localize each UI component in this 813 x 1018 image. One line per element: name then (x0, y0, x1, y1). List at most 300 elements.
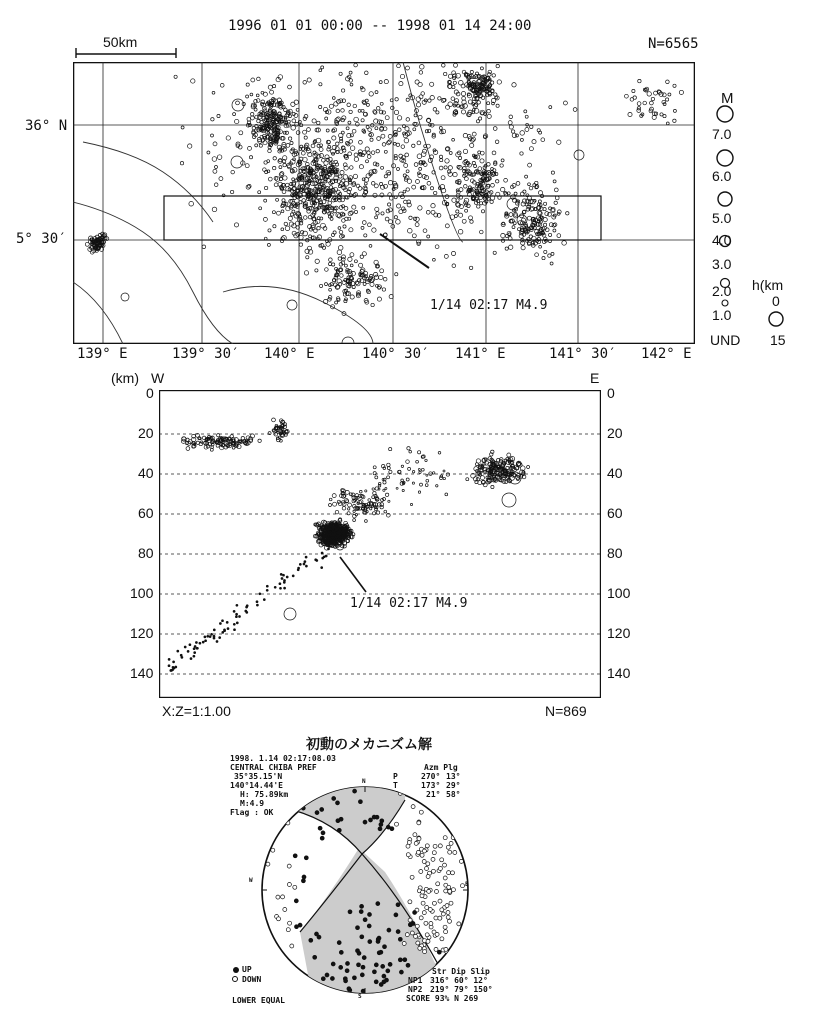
polarity-marker (443, 925, 447, 929)
hypocenter-marker (213, 637, 215, 639)
hypocenter-marker (204, 636, 206, 638)
polarity-marker (372, 970, 376, 974)
polarity-marker (438, 867, 442, 871)
mech-axis-p-plg: 13° (446, 772, 461, 781)
polarity-marker (346, 962, 350, 966)
hypocenter-marker (239, 616, 241, 618)
xs-ratio: X:Z=1:1.00 (162, 703, 231, 719)
mech-planes-header: Str Dip Slip (432, 967, 490, 976)
polarity-marker (368, 940, 372, 944)
polarity-marker (286, 928, 290, 932)
polarity-marker (358, 800, 362, 804)
hypocenter-marker (236, 622, 238, 624)
mag-label-1: 1.0 (712, 307, 732, 323)
polarity-marker (427, 889, 431, 893)
polarity-marker (410, 931, 414, 935)
polarity-marker (457, 922, 461, 926)
polarity-marker (318, 826, 322, 830)
hypocenter-marker (224, 629, 226, 631)
polarity-marker (281, 895, 285, 899)
mech-axes-header: Azm Plg (424, 763, 458, 772)
polarity-marker (348, 910, 352, 914)
polarity-marker (313, 955, 317, 959)
polarity-marker (435, 932, 439, 936)
hypocenter-marker (283, 574, 285, 576)
polarity-marker (339, 950, 343, 954)
polarity-marker (357, 951, 361, 955)
hypocenter-marker (187, 650, 189, 652)
depth-tick-left-20: 20 (138, 425, 154, 441)
polarity-marker (422, 849, 426, 853)
polarity-marker (398, 937, 402, 941)
polarity-marker (406, 963, 410, 967)
hypocenter-marker (199, 642, 201, 644)
polarity-marker (375, 815, 379, 819)
polarity-marker (356, 926, 360, 930)
depth-tick-right-0: 0 (607, 385, 615, 401)
mech-axis-t-name: T (393, 781, 398, 790)
depth-tick-left-120: 120 (130, 625, 154, 641)
polarity-marker (461, 884, 465, 888)
depth-tick-right-100: 100 (607, 585, 631, 601)
event-count: N=6565 (648, 36, 699, 52)
polarity-marker (425, 867, 429, 871)
polarity-marker (360, 973, 364, 977)
hypocenter-marker (184, 646, 186, 648)
mag-label-4: 4.0 (712, 232, 732, 248)
hypocenter-marker (328, 548, 330, 550)
polarity-marker (360, 904, 364, 908)
polarity-marker (315, 811, 319, 815)
polarity-marker (360, 935, 364, 939)
polarity-marker (448, 889, 452, 893)
hypocenter-marker (195, 642, 197, 644)
mech-axis-p-azm: 270° (421, 772, 441, 781)
polarity-marker (347, 987, 351, 991)
hypocenter-marker (235, 616, 237, 618)
hypocenter-marker (256, 604, 258, 606)
hypocenter-marker (209, 636, 211, 638)
polarity-marker (302, 875, 306, 879)
polarity-marker (374, 963, 378, 967)
hypocenter-marker (202, 641, 204, 643)
polarity-marker (447, 885, 451, 889)
polarity-marker (406, 853, 410, 857)
polarity-marker (298, 923, 302, 927)
polarity-marker (421, 901, 425, 905)
polarity-marker (431, 857, 435, 861)
polarity-marker (309, 938, 313, 942)
polarity-marker (339, 965, 343, 969)
polarity-marker (277, 917, 281, 921)
lon-label-139e: 139° E (77, 346, 128, 362)
hypocenter-marker (222, 620, 224, 622)
polarity-marker (416, 850, 420, 854)
hypocenter-marker (304, 561, 306, 563)
xs-count: N=869 (545, 703, 587, 719)
mech-axis-t-plg: 29° (446, 781, 461, 790)
polarity-marker (271, 848, 275, 852)
polarity-marker (440, 858, 444, 862)
hypocenter-marker (213, 629, 215, 631)
polarity-marker (402, 942, 406, 946)
polarity-marker (426, 862, 430, 866)
polarity-marker (408, 918, 412, 922)
lon-label-142e: 142° E (641, 346, 692, 362)
polarity-marker (414, 841, 418, 845)
polarity-marker (396, 903, 400, 907)
polarity-marker (337, 828, 341, 832)
scale-bar-label: 50km (103, 34, 138, 50)
hypocenter-marker (321, 567, 323, 569)
lon-label-140e: 140° E (264, 346, 315, 362)
mech-axis-n-azm: 21° (426, 790, 441, 799)
polarity-marker (336, 801, 340, 805)
polarity-marker (422, 911, 426, 915)
polarity-marker (449, 901, 453, 905)
polarity-marker (394, 913, 398, 917)
polarity-marker (419, 870, 423, 874)
polarity-marker (413, 911, 417, 915)
polarity-marker (353, 789, 357, 793)
hypocenter-marker (256, 601, 258, 603)
polarity-marker (422, 860, 426, 864)
mech-axis-p-name: P (393, 772, 398, 781)
polarity-marker (382, 974, 386, 978)
lon-label-141e: 141° E (455, 346, 506, 362)
polarity-marker (421, 890, 425, 894)
polarity-marker (361, 965, 365, 969)
mech-np2-values: 219° 79° 150° (430, 985, 493, 994)
depth-tick-left-40: 40 (138, 465, 154, 481)
polarity-marker (424, 921, 428, 925)
compass-w: W (249, 877, 253, 884)
hypocenter-marker (236, 613, 238, 615)
polarity-marker (266, 862, 270, 866)
polarity-marker (438, 844, 442, 848)
polarity-marker (433, 844, 437, 848)
hypocenter-marker (325, 555, 327, 557)
mag-label-und: UND (710, 332, 741, 348)
polarity-marker (420, 853, 424, 857)
polarity-marker (440, 908, 444, 912)
polarity-marker (436, 882, 440, 886)
polarity-marker (410, 875, 414, 879)
lon-label-141-30: 141° 30′ (549, 346, 617, 362)
hypocenter-marker (207, 635, 209, 637)
polarity-marker (359, 910, 363, 914)
mech-line-date: 1998. 1.14 02:17:08.03 (230, 754, 336, 763)
mech-line-lat: 35°35.15'N (234, 772, 283, 781)
polarity-marker (431, 869, 435, 873)
polarity-marker (374, 980, 378, 984)
polarity-marker (386, 825, 390, 829)
hypocenter-marker (233, 610, 235, 612)
hypocenter-marker (168, 665, 170, 667)
polarity-marker (419, 916, 423, 920)
down-legend-marker (232, 976, 238, 982)
hypocenter-marker (245, 610, 247, 612)
hypocenter-marker (266, 585, 268, 587)
mech-line-depth: H: 75.89km (240, 790, 289, 799)
mag-label-5: 5.0 (712, 210, 732, 226)
polarity-marker (413, 833, 417, 837)
up-legend-marker (233, 967, 239, 973)
polarity-marker (363, 820, 367, 824)
polarity-marker (432, 901, 436, 905)
polarity-marker (386, 969, 390, 973)
polarity-marker (379, 823, 383, 827)
hypocenter-marker (189, 644, 191, 646)
hypocenter-marker (222, 631, 224, 633)
polarity-marker (403, 958, 407, 962)
polarity-marker (445, 904, 449, 908)
polarity-marker (446, 911, 450, 915)
polarity-marker (293, 885, 297, 889)
depth-tick-left-140: 140 (130, 665, 154, 681)
polarity-marker (276, 895, 280, 899)
polarity-marker (378, 827, 382, 831)
polarity-marker (367, 924, 371, 928)
polarity-marker (443, 876, 447, 880)
hypocenter-marker (177, 650, 179, 652)
polarity-marker (357, 963, 361, 967)
hypocenter-marker (172, 666, 174, 668)
polarity-marker (317, 935, 321, 939)
polarity-marker (447, 871, 451, 875)
polarity-marker (368, 913, 372, 917)
mech-line-flag: Flag : OK (230, 808, 274, 817)
polarity-marker (425, 933, 429, 937)
polarity-marker (411, 922, 415, 926)
mag-label-7: 7.0 (712, 126, 732, 142)
depth-tick-right-120: 120 (607, 625, 631, 641)
polarity-marker (325, 973, 329, 977)
hypocenter-marker (193, 648, 195, 650)
compass-s: S (358, 993, 362, 1000)
polarity-marker (290, 944, 294, 948)
polarity-marker (332, 797, 336, 801)
polarity-marker (411, 805, 415, 809)
polarity-marker (425, 844, 429, 848)
hypocenter-marker (236, 604, 238, 606)
lat-label-35-30: 5° 30′ (16, 231, 67, 247)
polarity-marker (444, 947, 448, 951)
polarity-marker (377, 951, 381, 955)
hypocenter-marker (173, 661, 175, 663)
xs-annotation-label: 1/14 02:17 M4.9 (350, 596, 468, 611)
polarity-marker (288, 921, 292, 925)
polarity-marker (396, 930, 400, 934)
hypocenter-marker (234, 629, 236, 631)
polarity-marker (415, 924, 419, 928)
depth-tick-left-60: 60 (138, 505, 154, 521)
polarity-marker (362, 956, 366, 960)
hypocenter-marker (281, 578, 283, 580)
depth-tick-left-100: 100 (130, 585, 154, 601)
polarity-marker (337, 941, 341, 945)
polarity-marker (345, 969, 349, 973)
polarity-marker (438, 899, 442, 903)
hypocenter-marker (329, 545, 331, 547)
depth-tick-right-20: 20 (607, 425, 623, 441)
polarity-marker (437, 950, 441, 954)
hypocenter-marker (180, 654, 182, 656)
hypocenter-marker (280, 587, 282, 589)
mech-axis-t-azm: 173° (421, 781, 441, 790)
hypocenter-marker (263, 599, 265, 601)
mechanism-title: 初動のメカニズム解 (306, 736, 432, 752)
hypocenter-marker (280, 573, 282, 575)
hypocenter-marker (284, 587, 286, 589)
lon-label-139-30: 139° 30′ (172, 346, 240, 362)
polarity-marker (444, 930, 448, 934)
polarity-marker (426, 875, 430, 879)
polarity-marker (376, 937, 380, 941)
mag-label-6: 6.0 (712, 168, 732, 184)
hypocenter-marker (321, 552, 323, 554)
polarity-marker (405, 933, 409, 937)
polarity-marker (330, 977, 334, 981)
mech-score: SCORE 93% N 269 (406, 994, 479, 1003)
hypocenter-marker (181, 656, 183, 658)
hypocenter-marker (194, 652, 196, 654)
polarity-marker (440, 937, 444, 941)
polarity-marker (363, 918, 367, 922)
polarity-marker (283, 908, 287, 912)
depth-label-15: 15 (770, 332, 786, 348)
polarity-marker (380, 819, 384, 823)
hypocenter-marker (305, 565, 307, 567)
polarity-marker (426, 939, 430, 943)
polarity-marker (304, 856, 308, 860)
polarity-marker (434, 947, 438, 951)
hypocenter-marker (219, 637, 221, 639)
depth-tick-right-140: 140 (607, 665, 631, 681)
hypocenter-marker (274, 586, 276, 588)
polarity-marker (432, 851, 436, 855)
polarity-marker (420, 894, 424, 898)
mech-np2-name: NP2 (408, 985, 423, 994)
polarity-marker (448, 850, 452, 854)
hypocenter-marker (303, 563, 305, 565)
polarity-marker (453, 851, 457, 855)
polarity-marker (382, 980, 386, 984)
hypocenter-marker (299, 563, 301, 565)
mag-label-3: 3.0 (712, 256, 732, 272)
polarity-marker (417, 821, 421, 825)
mech-np1-name: NP1 (408, 976, 423, 985)
hypocenter-marker (171, 669, 173, 671)
epicenter-map (73, 62, 695, 344)
polarity-marker (419, 810, 423, 814)
mag-label-2: 2.0 (712, 283, 732, 299)
lat-label-36: 36° N (25, 118, 68, 134)
polarity-marker (388, 962, 392, 966)
hypocenter-marker (226, 621, 228, 623)
depth-tick-left-80: 80 (138, 545, 154, 561)
polarity-marker (293, 854, 297, 858)
polarity-marker (435, 890, 439, 894)
focal-sphere (255, 782, 475, 998)
hypocenter-marker (193, 655, 195, 657)
compass-n: N (362, 778, 366, 785)
map-annotation-label: 1/14 02:17 M4.9 (430, 298, 548, 313)
depth-tick-right-80: 80 (607, 545, 623, 561)
polarity-marker (301, 879, 305, 883)
hypocenter-marker (305, 556, 307, 558)
hypocenter-marker (211, 633, 213, 635)
hypocenter-marker (324, 541, 326, 543)
polarity-marker (423, 950, 427, 954)
hypocenter-marker (286, 576, 288, 578)
polarity-marker (294, 899, 298, 903)
mech-np1-values: 316° 60° 12° (430, 976, 488, 985)
polarity-marker (446, 915, 450, 919)
polarity-marker (343, 977, 347, 981)
polarity-marker (398, 958, 402, 962)
east-label: E (590, 370, 600, 386)
polarity-marker (451, 871, 455, 875)
depth-tick-left-0: 0 (146, 385, 154, 401)
depth-label-0: 0 (772, 293, 780, 309)
hypocenter-marker (334, 541, 336, 543)
polarity-marker (381, 964, 385, 968)
hypocenter-marker (246, 605, 248, 607)
polarity-marker (320, 836, 324, 840)
hypocenter-marker (205, 640, 207, 642)
hypocenter-marker (259, 593, 261, 595)
hypocenter-marker (216, 641, 218, 643)
polarity-marker (383, 945, 387, 949)
mech-line-lon: 140°14.44'E (230, 781, 283, 790)
depth-tick-right-40: 40 (607, 465, 623, 481)
polarity-marker (444, 889, 448, 893)
hypocenter-marker (315, 559, 317, 561)
polarity-marker (352, 976, 356, 980)
depth-legend-title: h(km (752, 277, 784, 293)
polarity-marker (428, 908, 432, 912)
hypocenter-marker (196, 647, 198, 649)
magnitude-legend-title: M (721, 90, 734, 107)
polarity-marker (416, 941, 420, 945)
polarity-marker (287, 883, 291, 887)
depth-tick-right-60: 60 (607, 505, 623, 521)
compass-e: E (465, 881, 469, 888)
scale-bar (72, 46, 184, 60)
west-label: W (151, 370, 165, 386)
hypocenter-marker (292, 575, 294, 577)
polarity-marker (429, 922, 433, 926)
polarity-marker (449, 841, 453, 845)
mech-line-mag: M:4.9 (240, 799, 265, 808)
polarity-marker (459, 859, 463, 863)
polarity-marker (446, 845, 450, 849)
polarity-marker (408, 900, 412, 904)
hypocenter-marker (266, 589, 268, 591)
up-legend-label: UP (242, 965, 252, 974)
mech-axis-n-plg: 58° (446, 790, 461, 799)
polarity-marker (287, 864, 291, 868)
polarity-marker (406, 844, 410, 848)
polarity-marker (418, 946, 422, 950)
polarity-marker (434, 916, 438, 920)
polarity-marker (395, 822, 399, 826)
polarity-marker (320, 808, 324, 812)
hypocenter-marker (233, 623, 235, 625)
mech-line-region: CENTRAL CHIBA PREF (230, 763, 317, 772)
hypocenter-marker (219, 623, 221, 625)
